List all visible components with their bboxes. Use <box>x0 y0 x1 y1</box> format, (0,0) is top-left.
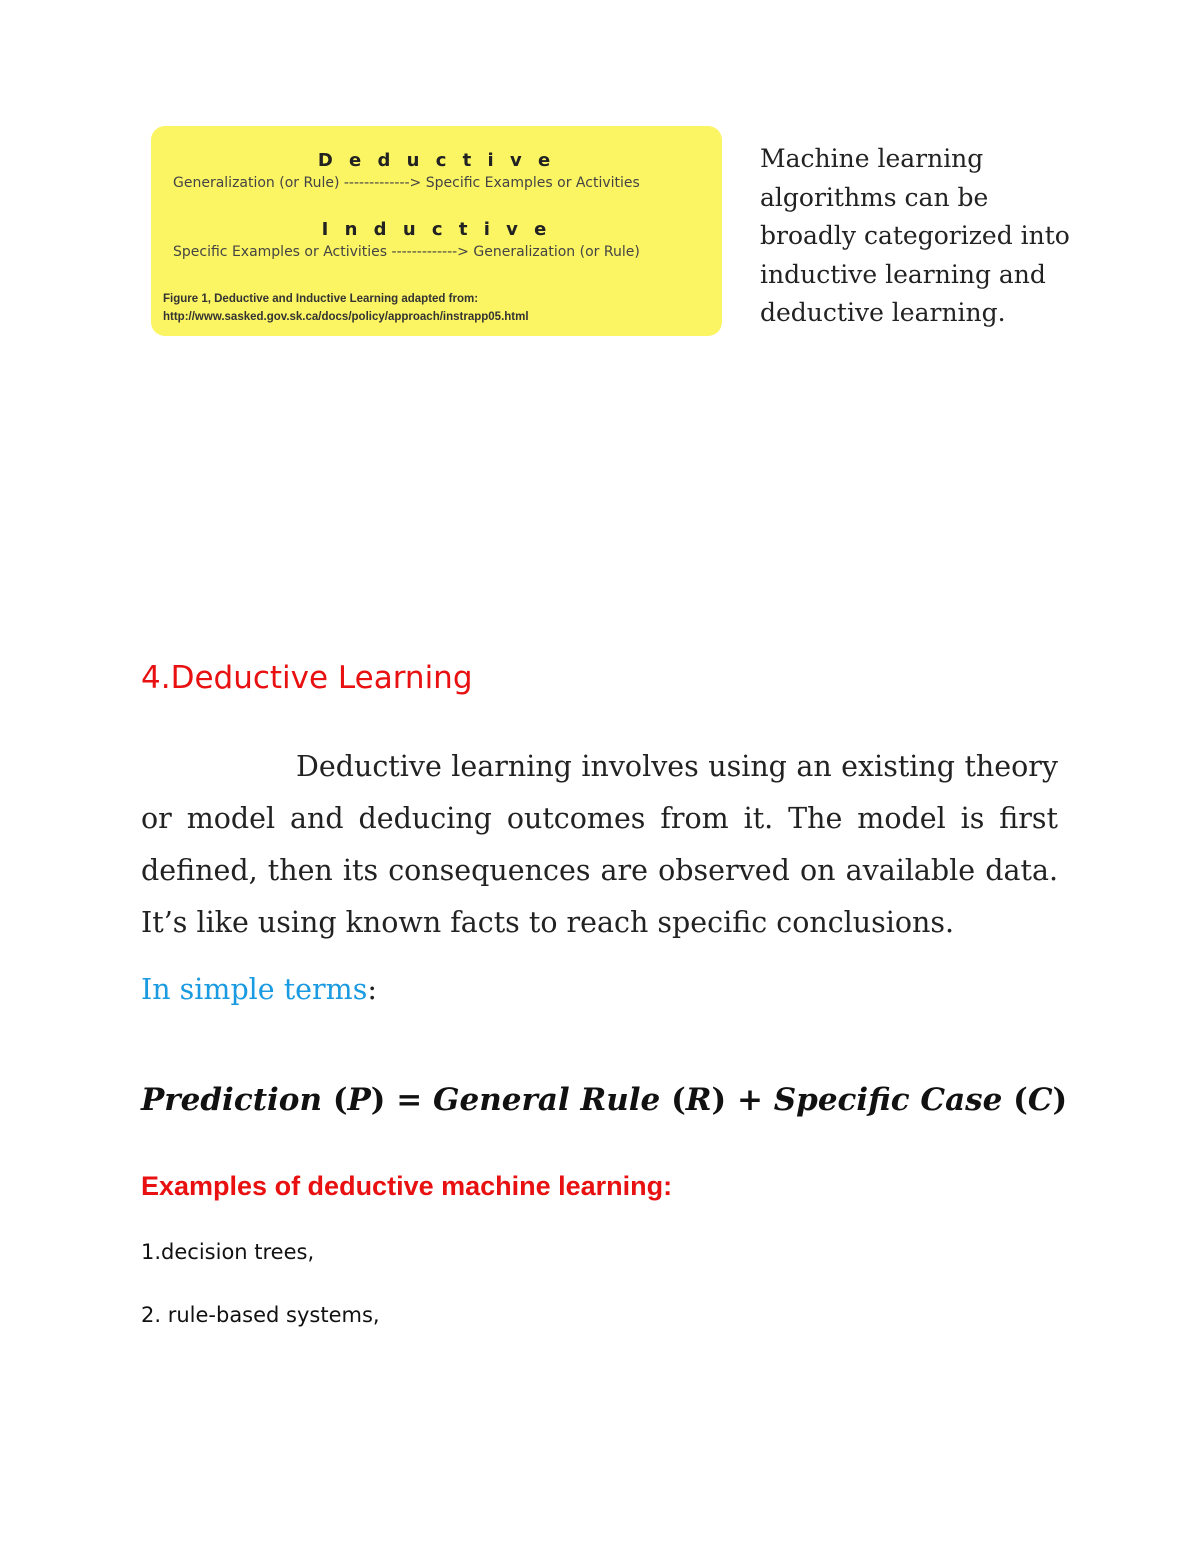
formula-term-general-rule: General Rule <box>433 1082 661 1118</box>
simple-terms-label: In simple terms <box>141 973 368 1006</box>
formula-var-c: C <box>1027 1082 1053 1118</box>
figure-deductive-title: D e d u c t i v e <box>317 150 556 171</box>
formula-punct: ) = <box>370 1082 434 1118</box>
formula-punct: ( <box>332 1082 348 1118</box>
prediction-formula <box>141 1082 1067 1118</box>
formula-term-specific-case: Specific Case <box>773 1082 1003 1118</box>
intro-side-text: Machine learning algorithms can be broadly categorized into inductive learning and deductive learning. <box>760 144 1070 327</box>
figure-deductive-line: Generalization (or Rule) -------------> Specific Examples or Activities <box>173 175 640 191</box>
example-item: 2. rule-based systems, <box>141 1303 380 1327</box>
formula-punct: ) <box>1052 1082 1068 1118</box>
formula-punct: ( <box>1002 1082 1028 1118</box>
section-paragraph: Deductive learning involves using an existing theory or model and deducing outcomes from it. The model is first defined, then its consequences are observed on available data. It’s like using known facts to reach specific conclusions. <box>141 750 1058 939</box>
figure-deductive-inductive <box>151 126 722 336</box>
figure-inductive-title: I n d u c t i v e <box>321 219 552 240</box>
formula-punct: ( <box>660 1082 686 1118</box>
figure-caption-url: http://www.sasked.gov.sk.ca/docs/policy/approach/instrapp05.html <box>163 311 529 323</box>
formula-var-p: P <box>347 1082 371 1118</box>
simple-terms-colon: : <box>367 973 377 1006</box>
formula-punct: ) + <box>711 1082 774 1118</box>
formula-var-r: R <box>685 1082 712 1118</box>
section-title: 4.Deductive Learning <box>141 660 473 696</box>
example-item: 1.decision trees, <box>141 1240 315 1264</box>
figure-caption: Figure 1, Deductive and Inductive Learning adapted from: <box>163 293 479 305</box>
simple-terms-line <box>141 973 377 1006</box>
figure-inductive-line: Specific Examples or Activities -------------> Generalization (or Rule) <box>173 244 640 260</box>
formula-term-prediction: Prediction <box>141 1082 323 1118</box>
examples-heading: Examples of deductive machine learning: <box>141 1171 673 1201</box>
